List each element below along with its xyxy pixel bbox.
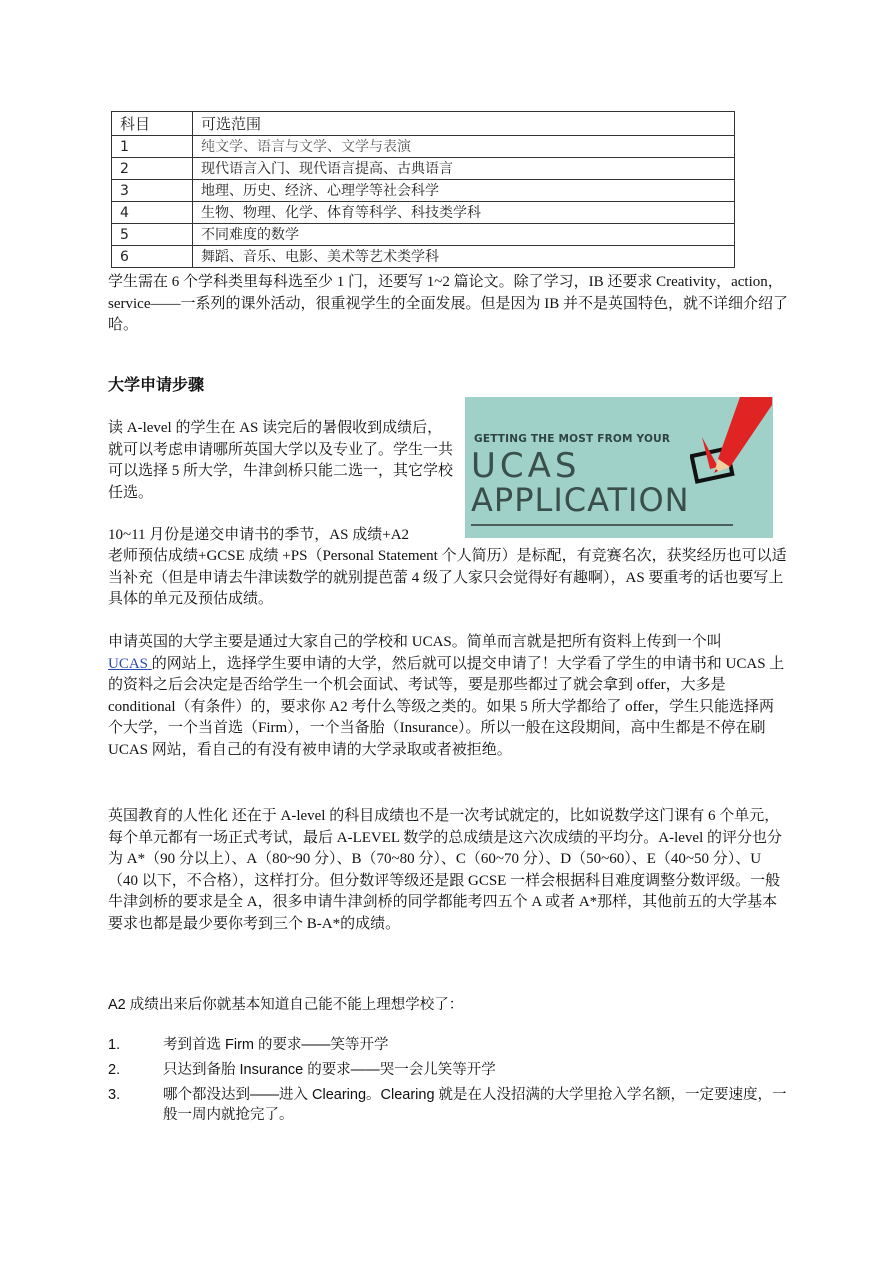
pencil-checkbox-icon	[690, 397, 773, 538]
list-item	[108, 1035, 788, 1055]
cell-range: 地理、历史、经济、心理学等社会科学	[193, 180, 735, 202]
header-subject: 科目	[112, 112, 193, 136]
banner-subtitle: GETTING THE MOST FROM YOUR	[474, 433, 671, 445]
list-item	[108, 1060, 788, 1080]
season-paragraph: 老师预估成绩+GCSE 成绩 +PS（Personal Statement 个人简历）是标配，有竞赛名次，获奖经历也可以适当补充（但是申请去牛津读数学的就别提芭蕾 4 级了人家只会觉得好有趣啊），AS 要重考的话也要写上具体的单元及预估成绩。	[108, 548, 787, 607]
table-row	[112, 158, 735, 180]
cell-range: 舞蹈、音乐、电影、美术等艺术类学科	[193, 246, 735, 268]
cell-range: 现代语言入门、现代语言提高、古典语言	[193, 158, 735, 180]
cell-range: 生物、物理、化学、体育等科学、科技类学科	[193, 202, 735, 224]
table-row	[112, 136, 735, 158]
list-item-number: 3.	[108, 1087, 121, 1103]
table-row	[112, 202, 735, 224]
season-paragraph-first-line: 10~11 月份是递交申请书的季节，AS 成绩+A2	[108, 527, 410, 543]
cell-range: 纯文学、语言与文学、文学与表演	[193, 136, 735, 158]
ib-note-paragraph: 学生需在 6 个学科类里每科选至少 1 门，还要写 1~2 篇论文。除了学习，IB 还要求 Creativity，action，service——一系列的课外活动，很重视学生的全面发展。但是因为 IB 并不是英国特色，就不详细介绍了哈。	[108, 274, 788, 333]
subject-table	[111, 111, 735, 268]
outcomes-list	[108, 1035, 788, 1130]
banner-title-ucas: UCAS	[471, 446, 581, 486]
cell-subject: 5	[112, 224, 193, 246]
cell-subject: 3	[112, 180, 193, 202]
grading-paragraph: 英国教育的人性化 还在于 A-level 的科目成绩也不是一次考试就定的，比如说数学这门课有 6 个单元，每个单元都有一场正式考试，最后 A-LEVEL 数学的总成绩是这六次成绩的平均分。A-level 的评分也分为 A*（90 分以上）、A（80~90 分）、B（70~80 分）、C（60~70 分）、D（50~60）、E（40~50 分）、U（40 以下，不合格），这样打分。但分数评等级还是跟 GCSE 一样会根据科目难度调整分数评级。一般牛津剑桥的要求是全 A，很多申请牛津剑桥的同学都能考四五个 A 或者 A*那样，其他前五的大学基本要求也都是最少要你考到三个 B-A*的成绩。	[108, 808, 782, 932]
header-range: 可选范围	[193, 112, 735, 136]
cell-range: 不同难度的数学	[193, 224, 735, 246]
list-item-number: 1.	[108, 1037, 121, 1053]
alevel-intro-paragraph: 读 A-level 的学生在 AS 读完后的暑假收到成绩后，就可以考虑申请哪所英国大学以及专业了。学生一共可以选择 5 所大学，牛津剑桥只能二选一，其它学校任选。	[108, 420, 454, 501]
banner-title-application: APPLICATION	[471, 481, 690, 519]
table-row	[112, 180, 735, 202]
list-item-text: 考到首选 Firm 的要求——笑等开学	[163, 1037, 389, 1053]
list-item-text: 只达到备胎 Insurance 的要求——哭一会儿笑等开学	[163, 1062, 496, 1078]
ucas-paragraph	[108, 632, 788, 761]
section-heading: 大学申请步骤	[108, 375, 205, 394]
cell-subject: 4	[112, 202, 193, 224]
ucas-link[interactable]: UCAS	[108, 655, 152, 672]
cell-subject: 1	[112, 136, 193, 158]
table-row	[112, 224, 735, 246]
list-item-text: 哪个都没达到——进入 Clearing。Clearing 就是在人没招满的大学里抢入学名额，一定要速度，一般一周内就抢完了。	[163, 1087, 787, 1123]
a2-intro-paragraph: A2 成绩出来后你就基本知道自己能不能上理想学校了：	[108, 997, 464, 1013]
table-header-row	[112, 112, 735, 136]
cell-subject: 2	[112, 158, 193, 180]
list-item-number: 2.	[108, 1062, 121, 1078]
ucas-text-after-link: 的网站上，选择学生要申请的大学，然后就可以提交申请了！大学看了学生的申请书和 UCAS 上的资料之后会决定是否给学生一个机会面试、考试等，要是那些都过了就会拿到 offer，大多是 conditional（有条件）的，要求你 A2 考什么等级之类的。如果 5 所大学都给了 offer，学生只能选择两个大学，一个当首选（Firm），一个当备胎（Insurance）。所以一般在这段期间，高中生都是不停在刷 UCAS 网站，看自己的有没有被申请的大学录取或者被拒绝。	[108, 655, 785, 758]
cell-subject: 6	[112, 246, 193, 268]
list-item	[108, 1085, 788, 1125]
ucas-text-before-link: 申请英国的大学主要是通过大家自己的学校和 UCAS。简单而言就是把所有资料上传到一个叫	[108, 634, 722, 650]
ucas-application-banner	[465, 397, 773, 538]
table-row	[112, 246, 735, 268]
